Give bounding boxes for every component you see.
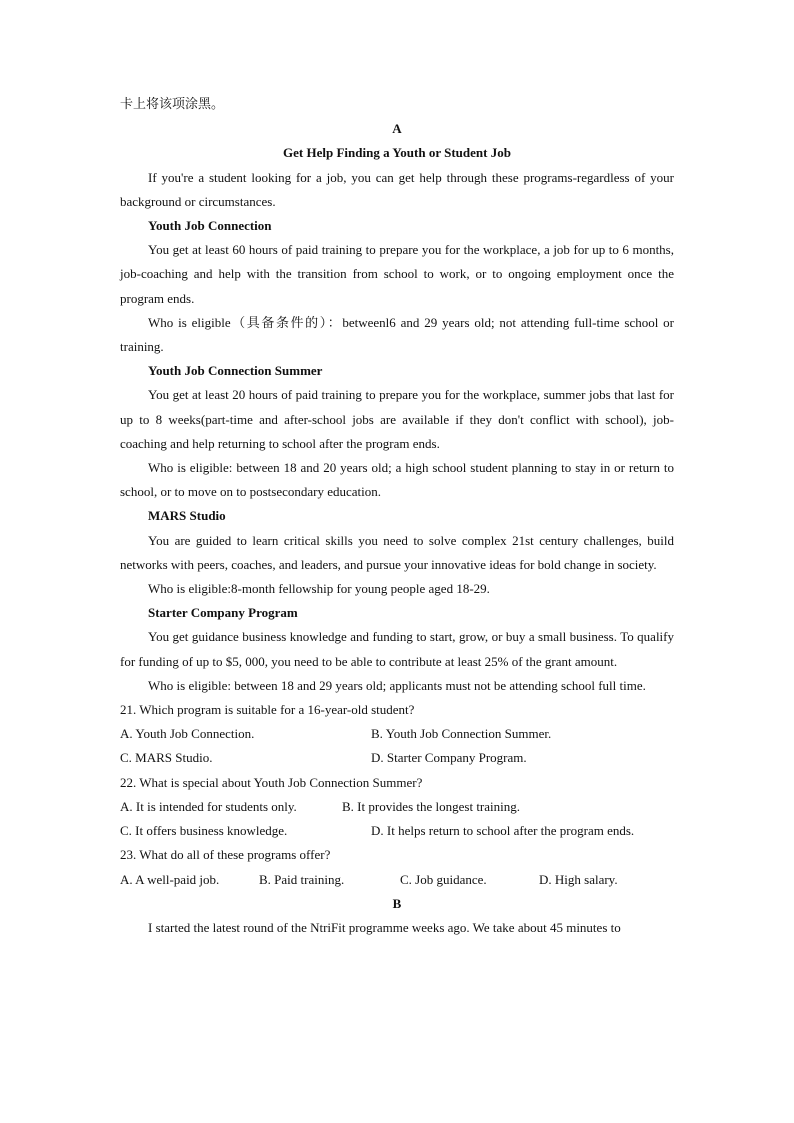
option-a: A. Youth Job Connection. [120,726,255,742]
program-eligibility: Who is eligible: between 18 and 20 years old; a high school student planning to stay in or return to school, or to move on to postsecondary education. [120,460,674,500]
program-heading: MARS Studio [148,508,226,524]
option-a: A. It is intended for students only. [120,798,297,814]
program-eligibility: Who is eligible: between 18 and 29 years old; applicants must not be attending school full time. [148,677,646,693]
option-c: C. Job guidance. [400,871,487,887]
program-heading: Youth Job Connection Summer [148,363,323,379]
program-description: You get at least 60 hours of paid training to prepare you for the workplace, a job for up to 6 months, job-coaching and help with the transition from school to work, or to ongoing employment once the program ends. [120,242,674,306]
option-b: B. Youth Job Connection Summer. [371,726,552,742]
program-eligibility: Who is eligible（具备条件的）：betweenl6 and 29 years old; not attending full-time school or training. [120,314,674,355]
question-stem: 22. What is special about Youth Job Connection Summer? [120,774,423,790]
option-row [120,722,674,746]
option-b: B. Paid training. [259,871,345,887]
passage-a-title: Get Help Finding a Youth or Student Job [283,145,511,161]
program-description: You get guidance business knowledge and funding to start, grow, or buy a small business. To qualify for funding of up to $5, 000, you need to be able to contribute at least 25% of the grant amount. [120,629,674,669]
option-a: A. A well-paid job. [120,871,220,887]
option-c: C. MARS Studio. [120,750,213,766]
question-stem: 21. Which program is suitable for a 16-year-old student? [120,702,415,718]
program-eligibility: Who is eligible:8-month fellowship for young people aged 18-29. [148,581,490,597]
question-stem: 23. What do all of these programs offer? [120,847,331,863]
option-row [120,795,674,819]
option-d: D. It helps return to school after the program ends. [371,823,635,839]
intro-line: 卡上将该项涂黑。 [120,97,225,112]
program-description: You are guided to learn critical skills you need to solve complex 21st century challenges, build networks with peers, coaches, and leaders, and pursue your innovative ideas for bold change in society. [120,532,674,572]
program-heading: Youth Job Connection [148,218,272,234]
option-b: B. It provides the longest training. [342,798,521,814]
passage-b-first-line: I started the latest round of the NtriFit programme weeks ago. We take about 45 minutes to [148,919,621,935]
option-d: D. Starter Company Program. [371,750,527,766]
passage-b-letter: B [392,895,402,911]
passage-a-letter: A [392,121,402,137]
option-row [120,868,674,892]
passage-a-intro: If you're a student looking for a job, you can get help through these programs-regardless of your background or circumstances. [120,169,674,209]
option-c: C. It offers business knowledge. [120,823,288,839]
document-page [120,93,674,940]
option-row [120,746,674,770]
option-d: D. High salary. [539,871,618,887]
program-heading: Starter Company Program [148,605,298,621]
option-row [120,819,674,843]
program-description: You get at least 20 hours of paid training to prepare you for the workplace, summer jobs that last for up to 8 weeks(part-time and after-school jobs are available if they don't conflict with school), job-coaching and help returning to school after the program ends. [120,387,674,451]
